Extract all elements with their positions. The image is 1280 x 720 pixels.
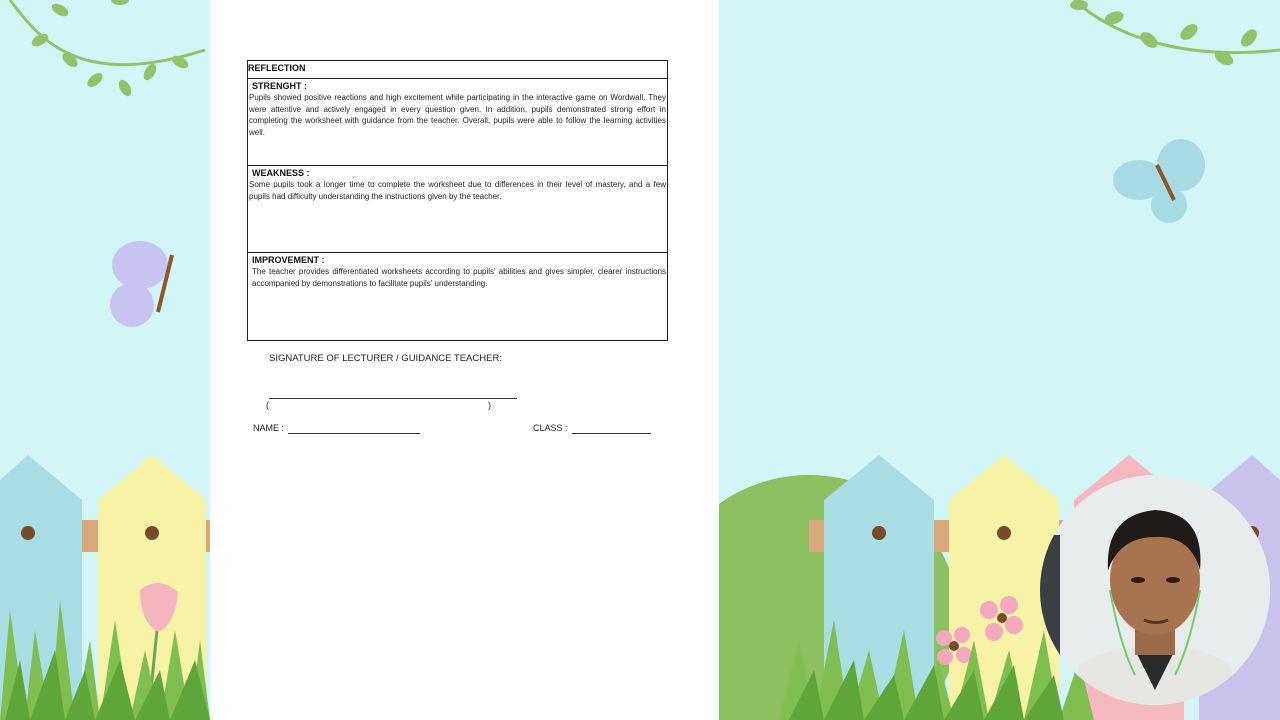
signature-line bbox=[269, 398, 517, 399]
class-line bbox=[572, 433, 651, 434]
improvement-heading: IMPROVEMENT : bbox=[252, 255, 325, 265]
left-decorative-panel bbox=[0, 0, 210, 720]
improvement-section bbox=[248, 253, 667, 340]
weakness-section bbox=[248, 166, 667, 253]
name-label: NAME : bbox=[253, 423, 285, 433]
weakness-heading: WEAKNESS : bbox=[252, 168, 310, 178]
reflection-table bbox=[247, 60, 668, 341]
reflection-title: REFLECTION bbox=[248, 61, 667, 79]
butterfly-icon bbox=[110, 241, 172, 327]
weakness-text: Some pupils took a longer time to complete the worksheet due to differences in their level of mastery, and a few pupils had difficulty understanding the instructions given by the teacher. bbox=[249, 180, 666, 201]
webcam-overlay bbox=[1040, 475, 1270, 705]
butterfly-icon bbox=[1113, 139, 1205, 223]
strength-heading: STRENGHT : bbox=[252, 81, 307, 91]
presenter-video bbox=[1040, 475, 1270, 705]
name-paren-close: ) bbox=[488, 400, 491, 410]
strength-text: Pupils showed positive reactions and high excitement while participating in the interactive game on Wordwall. They were attentive and actively engaged in every question given. In addition, pupils demonstrated strong effort in completing the worksheet with guidance from the teacher. Overall, pupils were able to follow the learning activities well. bbox=[249, 93, 666, 137]
name-line bbox=[288, 433, 420, 434]
document-page bbox=[210, 0, 719, 720]
improvement-text: The teacher provides differentiated worksheets according to pupils' abilities and gives simpler, clearer instructions accompanied by demonstrations to facilitate pupils' understanding. bbox=[252, 267, 666, 288]
garden-illustration-left bbox=[0, 0, 210, 720]
signature-label: SIGNATURE OF LECTURER / GUIDANCE TEACHER: bbox=[269, 353, 502, 364]
class-label: CLASS : bbox=[533, 423, 568, 433]
strength-section bbox=[248, 79, 667, 166]
name-paren-open: ( bbox=[266, 400, 269, 410]
